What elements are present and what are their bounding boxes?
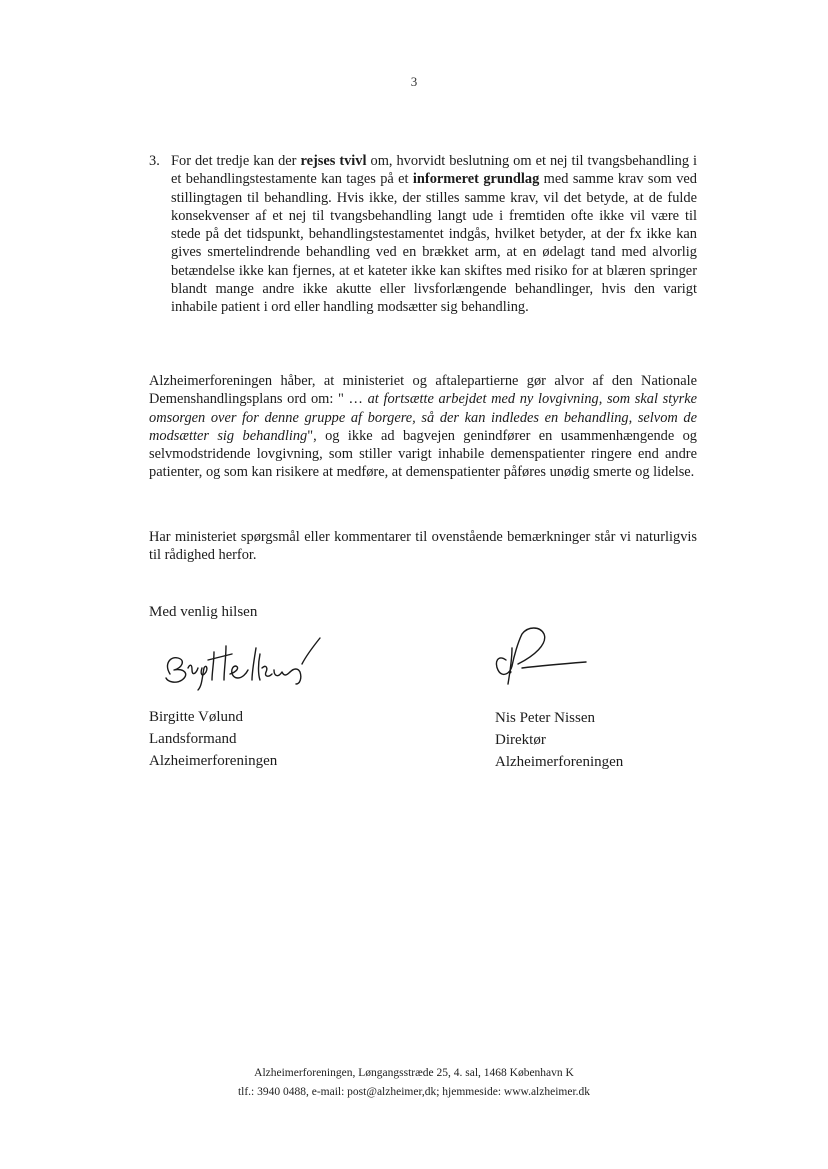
signer-name: Nis Peter Nissen: [495, 710, 595, 726]
list-item-3: [149, 152, 697, 317]
footer-address: Alzheimerforeningen, Løngangsstræde 25, 4. sal, 1468 København K: [254, 1067, 574, 1079]
text-segment: Alzheimerforeningen håber, at ministeriet og aftalepartierne gør alvor af den Nationale Demenshandlingsplans ord om: " …: [149, 373, 697, 408]
footer-contact: tlf.: 3940 0488, e-mail: post@alzheimer,dk; hjemmeside: www.alzheimer.dk: [237, 1086, 591, 1098]
list-item-text: [171, 152, 697, 317]
signature-birgitte-volund: [156, 634, 326, 692]
page-footer: [0, 1064, 828, 1102]
text-segment: med samme krav som ved stillingtagen til behandling. Hvis ikke, der stilles samme krav, vil det betyde, at de fulde konsekvenser af et nej til tvangsbehandling langt ude i fremtiden ofte ikke vil være til stede på det tidspunkt, behandlingstestamentet indgås, hvilket betyder, at der fx ikke kan gives smertelindrende behandling ved en brækket arm, at en ødelagt tand med alvorlig betændelse ikke kan fjernes, at et kateter ikke kan skiftes med risiko for at blæren springer blandt mange andre ikke akutte eller livsforlængende behandlinger, hvis den varigt inhabile patient i ord eller handling modsætter sig behandling.: [171, 171, 697, 316]
signer-title: Direktør: [495, 732, 546, 748]
signer-name: Birgitte Vølund: [149, 709, 244, 725]
signer-left: [149, 706, 277, 772]
italic-quote: at fortsætte arbejdet med ny lovgivning, som skal styrke omsorgen over for denne gruppe af borgere, så der kan indledes en behandling, selvom de modsætter sig behandling: [149, 391, 697, 444]
closing-greeting: Med venlig hilsen: [149, 604, 258, 620]
bold-text: informeret grundlag: [412, 171, 540, 188]
signer-title: Landsformand: [149, 731, 237, 747]
page-number: 3: [410, 74, 418, 89]
signer-organization: Alzheimerforeningen: [149, 753, 278, 769]
body-paragraph-2: [149, 372, 697, 482]
list-number: 3.: [149, 153, 160, 169]
bold-text: rejses tvivl: [300, 153, 367, 169]
paragraph-text: Har ministeriet spørgsmål eller kommentarer til ovenstående bemærkninger står vi naturligvis til rådighed herfor.: [149, 529, 697, 564]
signer-organization: Alzheimerforeningen: [495, 754, 624, 770]
signer-right: [495, 707, 623, 773]
text-segment: om, hvorvidt beslutning om et nej til tvangsbehandling i et behandlingstestamente kan tages på et: [171, 153, 698, 188]
signature-nis-peter-nissen: [488, 622, 598, 686]
paragraph-text: [149, 372, 697, 482]
text-segment: For det tredje kan der: [171, 153, 301, 169]
body-paragraph-3: [149, 528, 697, 565]
text-segment: ", og ikke ad bagvejen genindfører en usammenhængende og selvmodstridende lovgivning, som stiller varigt inhabile demenspatienter ringere end andre patienter, og som kan risikere at medføre, at demenspatienter påføres unødig smerte og lidelse.: [149, 427, 697, 481]
